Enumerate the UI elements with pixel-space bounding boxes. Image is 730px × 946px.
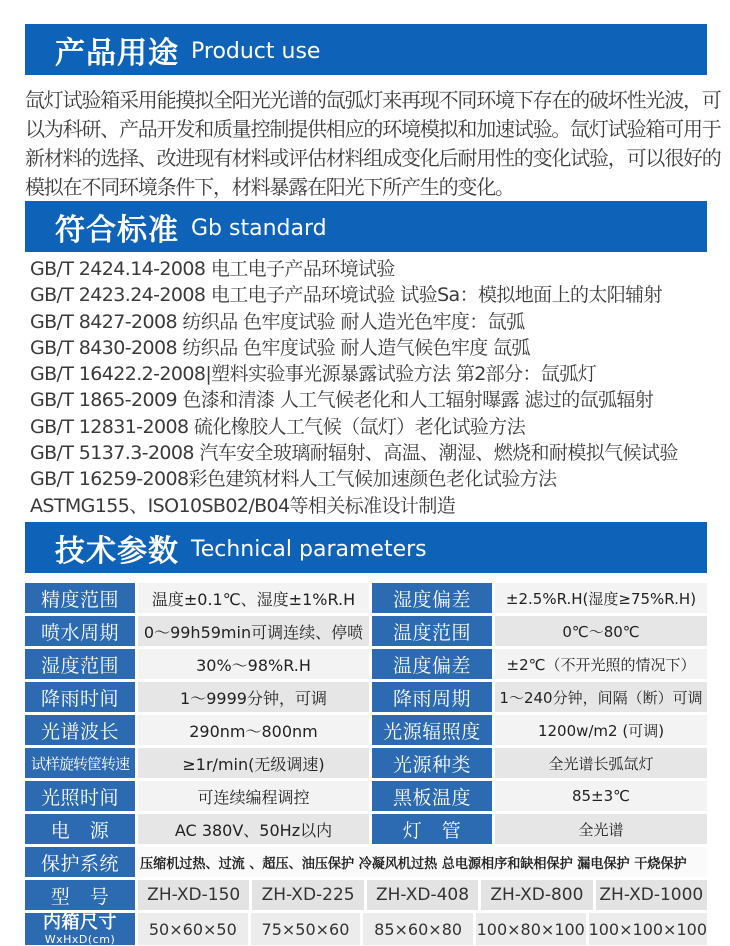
table-row [25,682,707,712]
standards-list [30,256,720,519]
paragraph-line: 以为科研、产品开发和质量控制提供相应的环境模拟和加速试验。氙灯试验箱可用于 [25,117,721,141]
model-chip: ZH-XD-1000 [596,880,707,910]
table-row [25,715,707,745]
section-title-en: Product use [191,39,321,64]
table-row [25,748,707,778]
standard-item: GB/T 8427-2008 纺织品 色牢度试验 耐人造光色牢度：氙弧 [30,310,525,333]
param-value: 1～240分钟，间隔（断）可调 [495,682,707,712]
paragraph-line: 氙灯试验箱采用能摸拟全阳光光谱的氙弧灯来再现不同环境下存在的破坏性光波，可 [25,88,721,112]
standard-item: GB/T 12831-2008 硫化橡胶人工气候（氙灯）老化试验方法 [30,415,526,438]
param-label: 试样旋转筐转速 [25,748,135,778]
inner-size-row [25,913,707,945]
table-row [25,649,707,679]
size-chip: 75×50×60 [251,913,361,945]
standard-item: GB/T 2423.24-2008 电工电子产品环境试验 试验Sa：模拟地面上的太阳辅射 [30,284,662,307]
table-row [25,814,707,844]
param-label: 湿度偏差 [372,583,492,613]
model-row [25,880,707,910]
param-value: ≥1r/min(无级调速) [138,748,369,778]
section-title-en: Technical parameters [191,537,427,562]
param-value: 可连续编程调控 [138,781,369,811]
protection-value: 压缩机过热、过流 、超压、油压保护 冷凝风机过热 总电源相序和缺相保护 漏电保护 干烧保护 [138,847,707,877]
protection-row [25,847,707,877]
section-header-tech-params [25,522,707,573]
param-label: 温度范围 [372,616,492,646]
product-use-paragraph [25,86,721,202]
model-chip: ZH-XD-150 [138,880,249,910]
standard-item: ASTMG155、ISO10SB02/B04等相关标准设计制造 [30,494,456,517]
param-value: AC 380V、50Hz以内 [138,814,369,844]
param-value: 全光谱长弧氙灯 [495,748,707,778]
param-label: 灯 管 [372,814,492,844]
param-label: 型 号 [25,880,135,910]
param-label: 保护系统 [25,847,135,877]
section-title-en: Gb standard [191,216,327,241]
param-label: 温度偏差 [372,649,492,679]
size-chip: 100×80×100 [476,913,586,945]
paragraph-line: 新材料的选择、改进现有材料或评估材料组成变化后耐用性的变化试验，可以很好的 [25,146,721,170]
param-label [25,913,135,945]
model-chip: ZH-XD-408 [367,880,478,910]
param-label: 黑板温度 [372,781,492,811]
param-label: 光源辐照度 [372,715,492,745]
table-row [25,583,707,613]
inner-size-sublabel: WxHxD(cm) [44,932,116,946]
param-label: 喷水周期 [25,616,135,646]
param-label: 光源种类 [372,748,492,778]
size-chip: 85×60×80 [363,913,473,945]
standard-item: GB/T 1865-2009 色漆和清漆 人工气候老化和人工辐射曝露 滤过的氙弧辐射 [30,389,654,412]
section-title-zh: 技术参数 [55,533,179,569]
param-value: ±2℃（不开光照的情况下） [495,649,707,679]
param-value: 0℃～80℃ [495,616,707,646]
param-label: 降雨周期 [372,682,492,712]
section-header-product-use [25,24,707,75]
size-chip: 100×100×100 [589,913,707,945]
param-label: 精度范围 [25,583,135,613]
model-values [138,880,707,910]
param-value: 全光谱 [495,814,707,844]
param-value: 温度±0.1℃、湿度±1%R.H [138,583,369,613]
size-chip: 50×60×50 [138,913,248,945]
paragraph-line: 模拟在不同环境条件下，材料暴露在阳光下所产生的变化。 [25,175,514,199]
param-label: 电 源 [25,814,135,844]
param-value: 0～99h59min可调连续、停喷 [138,616,369,646]
section-title-zh: 产品用途 [55,35,179,71]
standard-item: GB/T 5137.3-2008 汽车安全玻璃耐辐射、高温、潮湿、燃烧和耐模拟气候试验 [30,442,678,465]
param-label: 湿度范围 [25,649,135,679]
table-row [25,781,707,811]
param-label: 光照时间 [25,781,135,811]
model-chip: ZH-XD-225 [252,880,363,910]
param-label: 降雨时间 [25,682,135,712]
section-header-standard [25,201,707,252]
param-value: 30%～98%R.H [138,649,369,679]
param-value: 1200w/m2 (可调) [495,715,707,745]
param-value: 290nm～800nm [138,715,369,745]
section-title-zh: 符合标准 [55,212,179,248]
param-value: 1～9999分钟，可调 [138,682,369,712]
inner-size-label: 内箱尺寸 [43,911,117,933]
standard-item: GB/T 2424.14-2008 电工电子产品环境试验 [30,258,395,280]
standard-item: GB/T 16422.2-2008|塑料实验事光源暴露试验方法 第2部分：氙弧灯 [30,363,597,386]
model-chip: ZH-XD-800 [481,880,592,910]
param-label: 光谱波长 [25,715,135,745]
standard-item: GB/T 16259-2008彩色建筑材料人工气候加速颜色老化试验方法 [30,468,557,491]
inner-size-values [138,913,707,945]
standard-item: GB/T 8430-2008 纺织品 色牢度试验 耐人造气候色牢度 氙弧 [30,336,530,359]
param-value: 85±3℃ [495,781,707,811]
table-row [25,616,707,646]
tech-params-table [25,583,707,946]
param-value: ±2.5%R.H(湿度≥75%R.H) [495,583,707,613]
